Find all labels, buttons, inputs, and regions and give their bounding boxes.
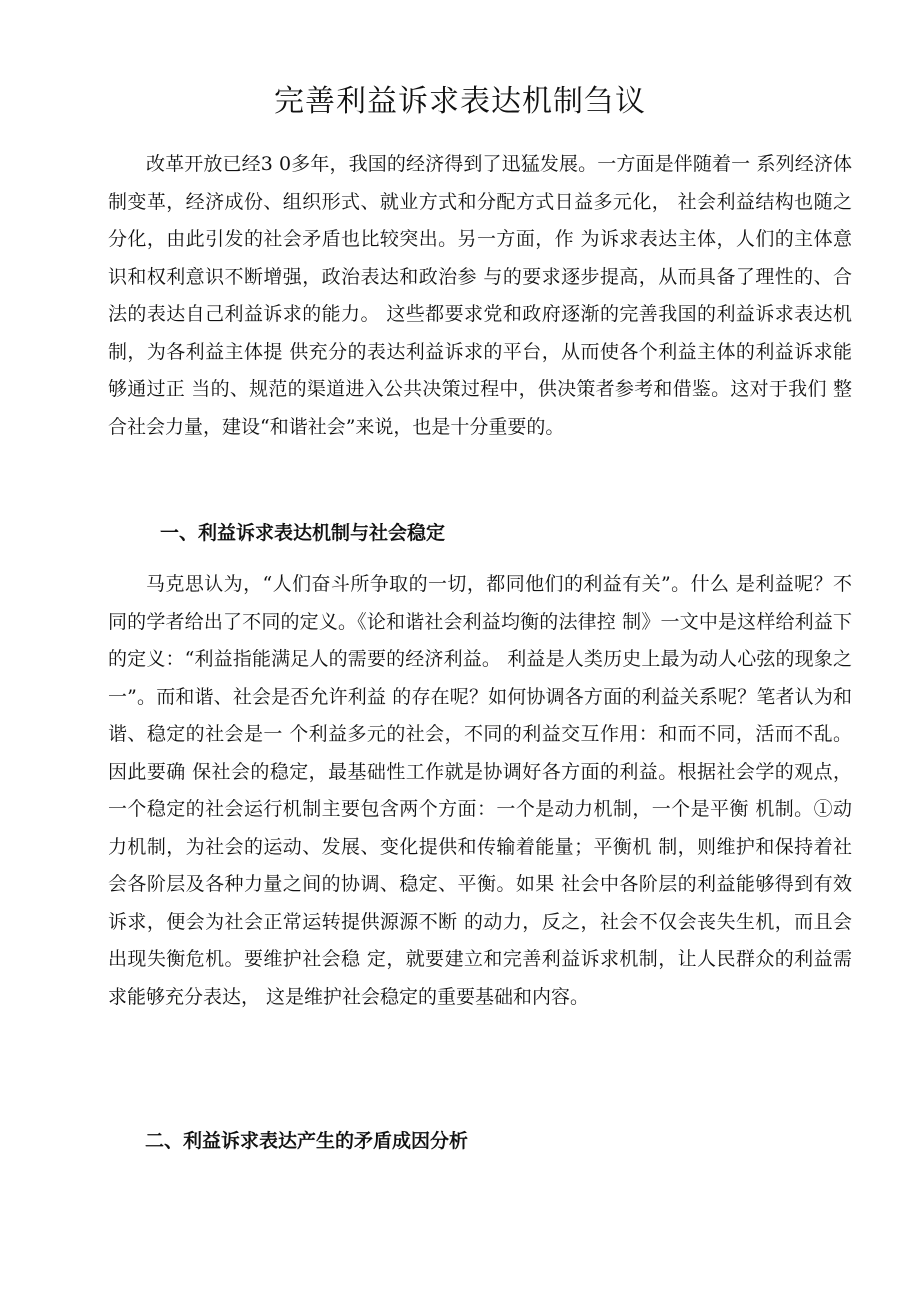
section-1-paragraph: 马克思认为，“人们奋斗所争取的一切，都同他们的利益有关”。什么 是利益呢？不同的学者给出了不同的定义。《论和谐社会利益均衡的法律控 制》一文中是这样给利益下的定义：“利益指能满足人的需要的经济利益。 利益是人类历史上最为动人心弦的现象之一”。而和谐、社会是否允许利益 的存在呢？如何协调各方面的利益关系呢？笔者认为和谐、稳定的社会是一 个利益多元的社会，不同的利益交互作用：和而不同，活而不乱。因此要确 保社会的稳定，最基础性工作就是协调好各方面的利益。根据社会学的观点， 一个稳定的社会运行机制主要包含两个方面：一个是动力机制，一个是平衡 机制。①动力机制，为社会的运动、发展、变化提供和传输着能量；平衡机 制，则维护和保持着社会各阶层及各种力量之间的协调、稳定、平衡。如果 社会中各阶层的利益能够得到有效诉求，便会为社会正常运转提供源源不断 的动力，反之，社会不仅会丧失生机，而且会出现失衡危机。要维护社会稳 定，就要建立和完善利益诉求机制，让人民群众的利益需求能够充分表达， 这是维护社会稳定的重要基础和内容。 bbox=[108, 573, 852, 1008]
section-heading-1: 一、利益诉求表达机制与社会稳定 bbox=[160, 522, 446, 544]
intro-paragraph: 改革开放已经3 0多年，我国的经济得到了迅猛发展。一方面是伴随着一 系列经济体制变革，经济成份、组织形式、就业方式和分配方式日益多元化， 社会利益结构也随之分化，由此引发的社会矛盾也比较突出。另一方面，作 为诉求表达主体，人们的主体意识和权利意识不断增强，政治表达和政治参 与的要求逐步提高，从而具备了理性的、合法的表达自己利益诉求的能力。 这些都要求党和政府逐渐的完善我国的利益诉求表达机制，为各利益主体提 供充分的表达利益诉求的平台，从而使各个利益主体的利益诉求能够通过正 当的、规范的渠道进入公共决策过程中，供决策者参考和借鉴。这对于我们 整合社会力量，建设“和谐社会”来说，也是十分重要的。 bbox=[108, 153, 852, 438]
section-heading-2: 二、利益诉求表达产生的矛盾成因分析 bbox=[145, 1130, 469, 1152]
document-title: 完善利益诉求表达机制刍议 bbox=[274, 84, 646, 119]
